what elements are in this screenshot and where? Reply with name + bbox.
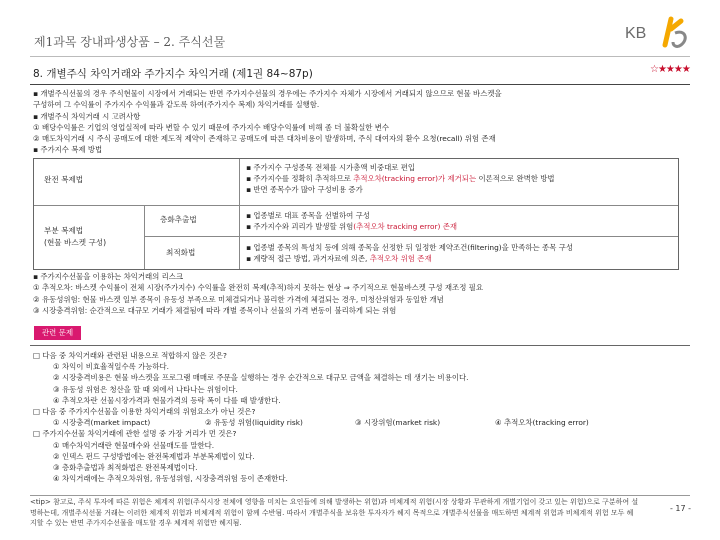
table-divider <box>144 205 145 269</box>
kb-logo-text: KB <box>625 25 647 42</box>
quiz-option: ③ 시장위험(market risk) <box>355 418 441 428</box>
quiz-question: □ 주가지수선물 차익거래에 관한 설명 중 가장 거리가 먼 것은? <box>33 429 237 439</box>
full-line-tail: 이론적으로 완벽한 방법 <box>476 174 555 183</box>
kb-logo <box>625 15 695 57</box>
risk-line: ② 유동성위험: 현물 바스켓 일부 종목이 유동성 부족으로 미체결되거나 불리한 가격에 체결되는 경우, 미청산위험과 동일한 개념 <box>33 294 444 304</box>
quiz-option: ③ 유동성 위험은 청산을 할 때 외에서 나타나는 위험이다. <box>53 384 238 394</box>
intro-line: 구성하여 그 수익률이 주가지수 수익률과 같도록 하여(주가지수 복제) 차익거래를 실행함. <box>33 100 320 110</box>
related-questions-tag: 관련 문제 <box>34 326 81 340</box>
full-replication-text <box>246 162 555 195</box>
risk-line: ▪ 주가지수선물을 이용하는 차익거래의 리스크 <box>33 272 184 281</box>
full-line-head: ▪ 주가지수를 정확히 추적하므로 <box>246 174 354 183</box>
quiz-option: ① 차익이 비효율적일수록 가능하다. <box>53 362 169 372</box>
full-replication-label: 완전 복제법 <box>44 175 84 184</box>
quiz-block <box>33 350 589 484</box>
quiz-option: ④ 추적오차란 선물시장가격과 현물가격의 등락 폭이 다를 때 발생한다. <box>53 395 281 405</box>
tracking-error-highlight: 추적오차(tracking error)가 제거되는 <box>353 174 477 183</box>
quiz-option: ② 인덱스 펀드 구성방법에는 완전복제법과 부분복제법이 있다. <box>53 451 255 461</box>
quiz-option: ① 매수차익거래란 현물매수와 선물매도를 말한다. <box>53 440 215 450</box>
quiz-option: ④ 차익거래에는 추적오차위험, 유동성위험, 시장충격위험 등이 존재한다. <box>53 474 288 484</box>
page-number: - 17 - <box>670 504 692 513</box>
tracking-error-highlight: (추적오차 tracking error) 존재 <box>353 222 458 231</box>
optimization-line: ▪ 업종별 종목의 특성치 등에 의해 종목을 선정한 뒤 일정한 제약조건(filtering)을 만족하는 종목 구성 <box>246 243 573 252</box>
section-divider <box>30 84 690 85</box>
quiz-question: □ 다음 중 차익거래와 관련된 내용으로 적합하지 않은 것은? <box>33 351 227 360</box>
stratified-line-head: ▪ 주가지수와 괴리가 발생할 위험 <box>246 222 354 231</box>
footer-tip: <tip> 참고로, 주식 투자에 따른 위험은 체계적 위험(주식시장 전체에 영향을 미치는 요인들에 의해 발생하는 위험)과 비체계적 위험(시장 상황과 무관하게 개별기업이 갖고 있는 위험)으로 구분하여 설명하는데, 개별주식선물 거래는 이러한 체계적 위험과 비체계적 위험이 함께 수반됨. 따라서 개별주식을 보유한 투자자가 헤지 목적으로 개별주식선물을 매도하면 체계적 위험과 비체계적 위험 모두 헤지할 수 있는 반면 주가지수선물을 매도할 경우 체계적 위험만 헤지됨. <box>30 498 639 527</box>
intro-line: ▪ 개별주식 차익거래 시 고려사항 <box>33 111 141 121</box>
stratified-line: ▪ 업종별로 대표 종목을 선별하여 구성 <box>246 211 370 220</box>
full-line <box>246 173 555 184</box>
quiz-option: ③ 층화추출법과 최적화법은 완전복제법이다. <box>53 463 198 473</box>
intro-block <box>33 88 502 156</box>
risk-line: ① 추적오차: 바스켓 수익률이 전체 시장(주가지수) 수익률을 완전히 복제(추적)하지 못하는 현상 ⇒ 주기적으로 현물바스켓 구성 재조정 필요 <box>33 283 483 293</box>
stratified-sampling-label: 층화추출법 <box>160 215 197 224</box>
stratified-line <box>246 221 457 232</box>
page-header-title: 제1과목 장내파생상품 – 2. 주식선물 <box>34 35 226 49</box>
kb-logo-icon <box>651 15 693 55</box>
risk-block <box>33 271 483 316</box>
quiz-option: ① 시장충격(market impact) <box>53 418 151 428</box>
intro-line: ② 매도차익거래 시 주식 공매도에 대한 제도적 제약이 존재하고 공매도에 따른 대차비용이 발생하며, 주식 대여자의 환수 요청(recall) 위험 존재 <box>33 134 496 144</box>
optimization-text <box>246 242 573 264</box>
risk-line: ③ 시장충격위험: 순간적으로 대규모 거래가 체결됨에 따라 개별 종목이나 선물의 가격 변동이 불리하게 되는 위험 <box>33 305 397 315</box>
stratified-text <box>246 210 457 232</box>
full-line: ▪ 주가지수 구성종목 전체를 시가총액 비중대로 편입 <box>246 163 416 172</box>
quiz-question: □ 다음 중 주가지수선물을 이용한 차익거래의 위험요소가 아닌 것은? <box>33 407 256 417</box>
optimization-line <box>246 253 573 264</box>
optimization-line-head: ▪ 계량적 접근 방법, 과거자료에 의존, <box>246 254 370 263</box>
partial-replication-sublabel: (현물 바스켓 구성) <box>44 238 107 247</box>
importance-stars: ☆★★★★ <box>650 64 690 75</box>
quiz-option: ② 시장충격비용은 현물 바스켓을 프로그램 매매로 주문을 실행하는 경우 순간적으로 대규모 금액을 체결하는 데 생기는 비용이다. <box>53 373 469 383</box>
quiz-divider <box>30 345 690 346</box>
quiz-option: ② 유동성 위험(liquidity risk) <box>205 418 303 428</box>
footer-divider <box>30 495 690 496</box>
full-line: ▪ 반면 종목수가 많아 구성비용 증가 <box>246 185 363 194</box>
table-divider <box>239 159 240 269</box>
table-divider <box>144 236 678 237</box>
intro-line: ▪ 개별주식선물의 경우 주식현물이 시장에서 거래되는 반면 주가지수선물의 경우에는 주가지수 자체가 시장에서 거래되지 않으므로 현물 바스켓을 <box>33 89 502 98</box>
intro-line: ▪ 주가지수 복제 방법 <box>33 145 103 155</box>
header-divider <box>30 56 690 57</box>
table-divider <box>34 205 678 206</box>
partial-replication-label: 부분 복제법 <box>44 226 84 235</box>
quiz-option: ④ 추적오차(tracking error) <box>495 418 589 428</box>
intro-line: ① 배당수익률은 기업의 영업실적에 따라 변할 수 있기 때문에 주가지수 배당수익률에 비해 좀 더 불확실한 변수 <box>33 122 390 132</box>
replication-table <box>33 158 679 270</box>
section-title: 8. 개별주식 차익거래와 주가지수 차익거래 (제1권 84~87p) <box>33 68 313 80</box>
quiz-options-row <box>33 417 589 428</box>
optimization-label: 최적화법 <box>166 248 196 257</box>
tracking-error-highlight: 추적오차 위험 존재 <box>369 254 432 263</box>
